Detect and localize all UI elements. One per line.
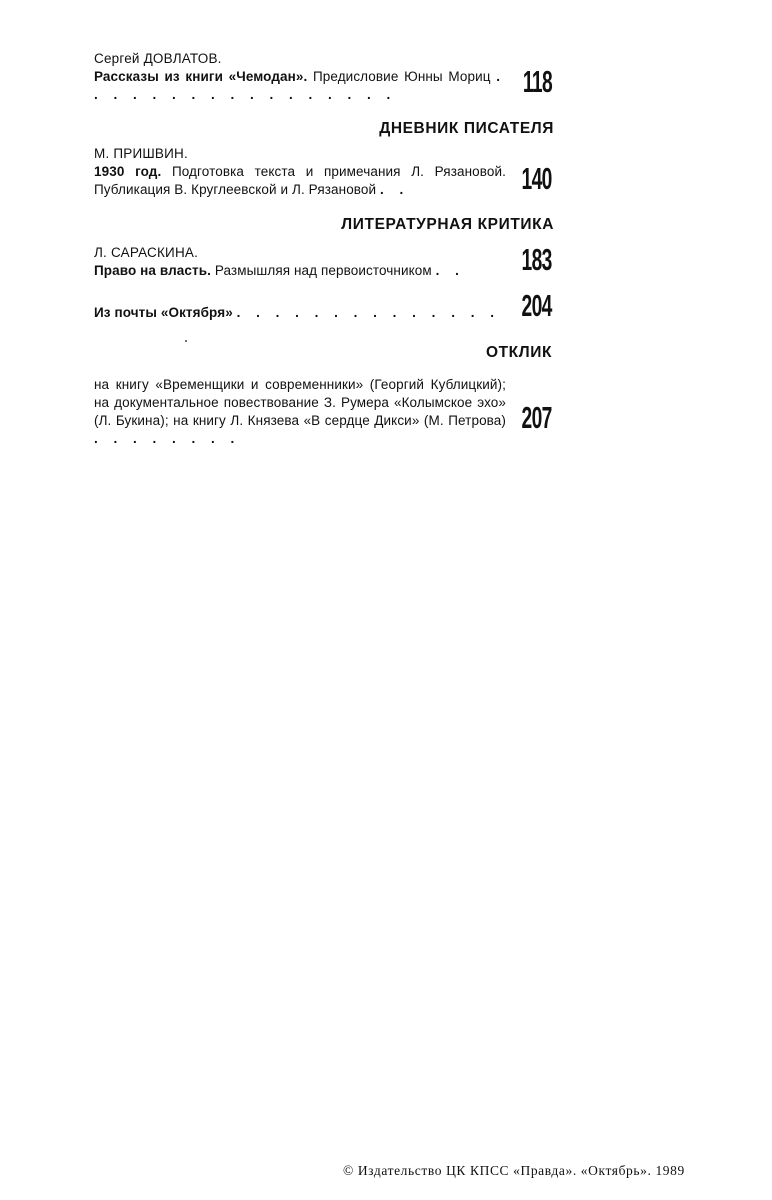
entry-author: Л. САРАСКИНА. (94, 245, 199, 260)
toc-entry-saraskina[interactable] (94, 244, 558, 280)
entry-description: Подготовка текста и примечания Л. Рязановой. Публикация В. Круглеевской и Л. Рязановой (94, 164, 506, 197)
entry-text (94, 304, 506, 322)
page-number: 204 (521, 288, 552, 323)
toc-entry-prishvin[interactable] (94, 145, 558, 199)
entry-title: Рассказы из книги «Чемодан». (94, 69, 308, 84)
toc-entry-letters[interactable] (94, 288, 558, 323)
entry-text (94, 376, 506, 448)
page-number: 118 (522, 64, 552, 99)
page-number: 140 (521, 161, 552, 196)
entry-description: Размышляя над первоисточником (210, 263, 432, 278)
leader-dots: . . . . . . . . (94, 431, 241, 446)
entry-text (94, 163, 506, 199)
print-speck (185, 340, 187, 342)
entry-title: 1930 год. (94, 164, 162, 179)
section-heading-criticism: ЛИТЕРАТУРНАЯ КРИТИКА (341, 216, 554, 233)
entry-author: М. ПРИШВИН. (94, 146, 188, 161)
entry-description: Предисловие Юнны Мориц (307, 69, 491, 84)
leader-dots: . . . . . . . . . . . . . . . . . (94, 69, 507, 102)
toc-entry-dovlatov[interactable] (94, 50, 558, 104)
entry-title: Из почты «Октября» (94, 305, 233, 320)
leader-dots: . . . . . . . . . . . . . . (236, 305, 500, 320)
entry-author: Сергей ДОВЛАТОВ. (94, 51, 222, 66)
leader-dots: . . (380, 182, 410, 197)
section-heading-diary: ДНЕВНИК ПИСАТЕЛЯ (379, 120, 554, 137)
publisher-colophon: © Издательство ЦК КПСС «Правда». «Октябрь». 1989 (343, 1163, 685, 1178)
entry-description: на книгу «Временщики и современники» (Георгий Кублицкий); на документальное повествование З. Румера «Колымское эхо» (Л. Букина); на книгу Л. Князева «В сердце Дикси» (М. Петрова) (94, 377, 506, 428)
section-heading-response: ОТКЛИК (485, 344, 552, 361)
toc-entry-reviews[interactable] (94, 376, 558, 448)
entry-text (94, 68, 506, 104)
leader-dots: . . (435, 263, 465, 278)
page-number: 183 (521, 242, 552, 277)
entry-text (94, 262, 506, 280)
entry-title: Право на власть. (94, 263, 211, 278)
page-number: 207 (521, 400, 552, 435)
